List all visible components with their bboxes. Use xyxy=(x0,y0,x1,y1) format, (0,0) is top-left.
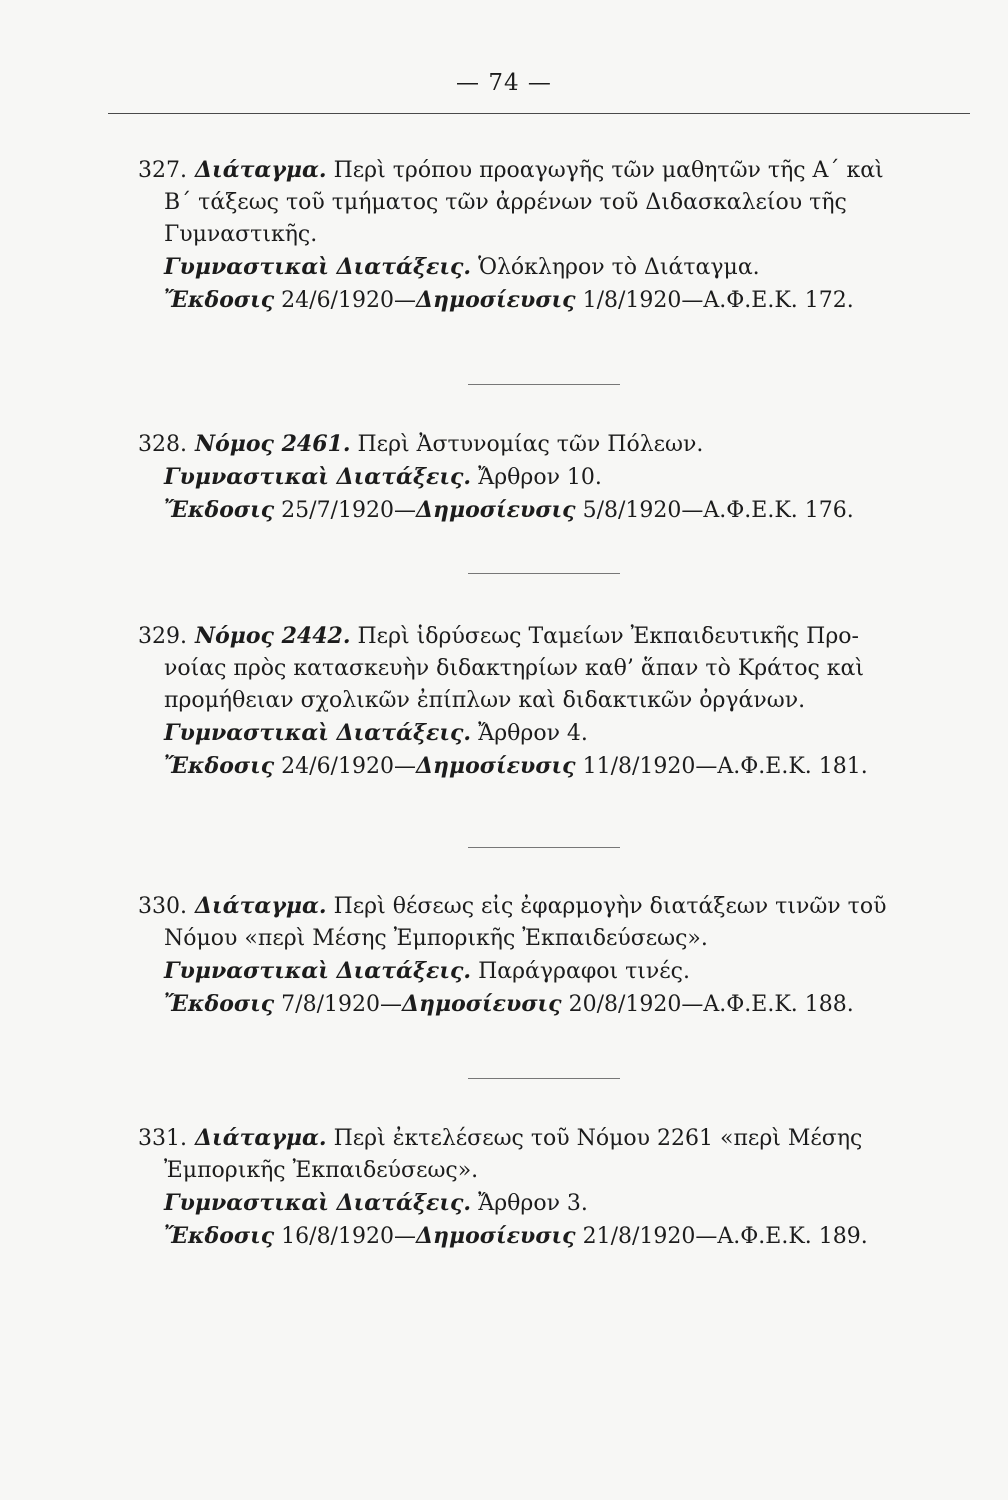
issue-label: Ἔκδοσις xyxy=(164,753,275,779)
publication-date: 21/8/1920 xyxy=(582,1224,696,1249)
provisions-text: Ἄρθρον 4. xyxy=(478,721,588,746)
entry-title-line: νοίας πρὸς κατασκευὴν διδακτηρίων καθ’ ἅπαν τὸ Κράτος καὶ xyxy=(164,656,865,681)
provisions-text: Παράγραφοι τινές. xyxy=(478,959,690,984)
entry-provisions xyxy=(138,955,978,988)
entry-number: 331. xyxy=(138,1126,187,1151)
publication-label: Δημοσίευσις xyxy=(401,991,562,1017)
separator-rule xyxy=(468,847,620,848)
entry-title-text: Περὶ θέσεως εἰς ἐφαρμογὴν διατάξεων τινῶν τοῦ xyxy=(333,894,887,919)
entry-328 xyxy=(138,428,978,527)
entry-title-line xyxy=(138,890,978,923)
issue-date: 24/6/1920 xyxy=(281,754,394,779)
publication-date: 1/8/1920 xyxy=(582,288,682,313)
issue-label: Ἔκδοσις xyxy=(164,287,275,313)
entry-title-line: προμήθειαν σχολικῶν ἐπίπλων καὶ διδακτικῶν ὀργάνων. xyxy=(164,688,806,713)
publication-label: Δημοσίευσις xyxy=(415,753,576,779)
entry-title-text: Περὶ Ἀστυνομίας τῶν Πόλεων. xyxy=(357,432,704,457)
issue-date: 24/6/1920 xyxy=(281,288,394,313)
entry-327 xyxy=(138,154,978,317)
entry-provisions xyxy=(138,1187,978,1220)
gazette-ref: Α.Φ.Ε.Κ. 181. xyxy=(717,754,868,779)
entry-title-text: Περὶ ἐκτελέσεως τοῦ Νόμου 2261 «περὶ Μέσης xyxy=(333,1126,863,1151)
separator-rule xyxy=(468,573,620,574)
gazette-ref: Α.Φ.Ε.Κ. 188. xyxy=(703,992,854,1017)
publication-date: 5/8/1920 xyxy=(582,498,682,523)
header-rule xyxy=(108,113,970,114)
entry-issue: Ἔκδοσις 16/8/1920—Δημοσίευσις 21/8/1920—Α.Φ.Ε.Κ. 189. xyxy=(164,1223,868,1249)
entry-title-line xyxy=(138,428,978,461)
publication-date: 11/8/1920 xyxy=(582,754,696,779)
entry-provisions xyxy=(138,717,978,750)
provisions-label: Γυμναστικαὶ Διατάξεις. xyxy=(164,254,472,280)
entry-number: 328. xyxy=(138,432,187,457)
provisions-label: Γυμναστικαὶ Διατάξεις. xyxy=(164,720,472,746)
entry-title-line: Νόμου «περὶ Μέσης Ἐμπορικῆς Ἐκπαιδεύσεως». xyxy=(164,926,708,951)
publication-date: 20/8/1920 xyxy=(568,992,682,1017)
gazette-ref: Α.Φ.Ε.Κ. 176. xyxy=(703,498,854,523)
issue-date: 7/8/1920 xyxy=(281,992,380,1017)
entry-kind: Διάταγμα. xyxy=(194,1125,327,1151)
issue-label: Ἔκδοσις xyxy=(164,1223,275,1249)
entry-kind: Νόμος 2442. xyxy=(194,623,351,649)
provisions-text: Ἄρθρον 3. xyxy=(478,1191,588,1216)
entry-number: 330. xyxy=(138,894,187,919)
entry-title-line xyxy=(138,620,978,653)
provisions-text: Ἄρθρον 10. xyxy=(478,465,602,490)
entry-issue: Ἔκδοσις 7/8/1920—Δημοσίευσις 20/8/1920—Α.Φ.Ε.Κ. 188. xyxy=(164,991,854,1017)
provisions-label: Γυμναστικαὶ Διατάξεις. xyxy=(164,1190,472,1216)
entry-title-line xyxy=(138,154,978,187)
entry-329 xyxy=(138,620,978,783)
entry-title-line: Β΄ τάξεως τοῦ τμήματος τῶν ἀρρένων τοῦ Διδασκαλείου τῆς xyxy=(164,190,847,215)
entry-title-text: Περὶ τρόπου προαγωγῆς τῶν μαθητῶν τῆς Α΄ καὶ xyxy=(333,158,884,183)
entry-number: 329. xyxy=(138,624,187,649)
issue-date: 25/7/1920 xyxy=(281,498,394,523)
entry-330 xyxy=(138,890,978,1021)
entry-title-line xyxy=(138,1122,978,1155)
entry-331 xyxy=(138,1122,978,1253)
issue-label: Ἔκδοσις xyxy=(164,497,275,523)
entry-kind: Διάταγμα. xyxy=(194,157,327,183)
separator-rule xyxy=(468,384,620,385)
entry-provisions xyxy=(138,251,978,284)
provisions-text: Ὁλόκληρον τὸ Διάταγμα. xyxy=(478,255,760,280)
page-number: — 74 — xyxy=(456,70,552,96)
entry-kind: Νόμος 2461. xyxy=(194,431,351,457)
publication-label: Δημοσίευσις xyxy=(415,1223,576,1249)
gazette-ref: Α.Φ.Ε.Κ. 172. xyxy=(703,288,854,313)
issue-label: Ἔκδοσις xyxy=(164,991,275,1017)
issue-date: 16/8/1920 xyxy=(281,1224,394,1249)
entry-issue: Ἔκδοσις 25/7/1920—Δημοσίευσις 5/8/1920—Α.Φ.Ε.Κ. 176. xyxy=(164,497,854,523)
entry-number: 327. xyxy=(138,158,187,183)
entry-title-line: Ἐμπορικῆς Ἐκπαιδεύσεως». xyxy=(164,1158,479,1183)
entry-kind: Διάταγμα. xyxy=(194,893,327,919)
provisions-label: Γυμναστικαὶ Διατάξεις. xyxy=(164,958,472,984)
entry-issue: Ἔκδοσις 24/6/1920—Δημοσίευσις 1/8/1920—Α.Φ.Ε.Κ. 172. xyxy=(164,287,854,313)
provisions-label: Γυμναστικαὶ Διατάξεις. xyxy=(164,464,472,490)
entry-provisions xyxy=(138,461,978,494)
entry-title-text: Περὶ ἱδρύσεως Ταμείων Ἐκπαιδευτικῆς Προ- xyxy=(357,624,859,649)
entry-title-line: Γυμναστικῆς. xyxy=(164,222,318,247)
publication-label: Δημοσίευσις xyxy=(415,287,576,313)
separator-rule xyxy=(468,1078,620,1079)
entry-issue: Ἔκδοσις 24/6/1920—Δημοσίευσις 11/8/1920—Α.Φ.Ε.Κ. 181. xyxy=(164,753,868,779)
publication-label: Δημοσίευσις xyxy=(415,497,576,523)
gazette-ref: Α.Φ.Ε.Κ. 189. xyxy=(717,1224,868,1249)
